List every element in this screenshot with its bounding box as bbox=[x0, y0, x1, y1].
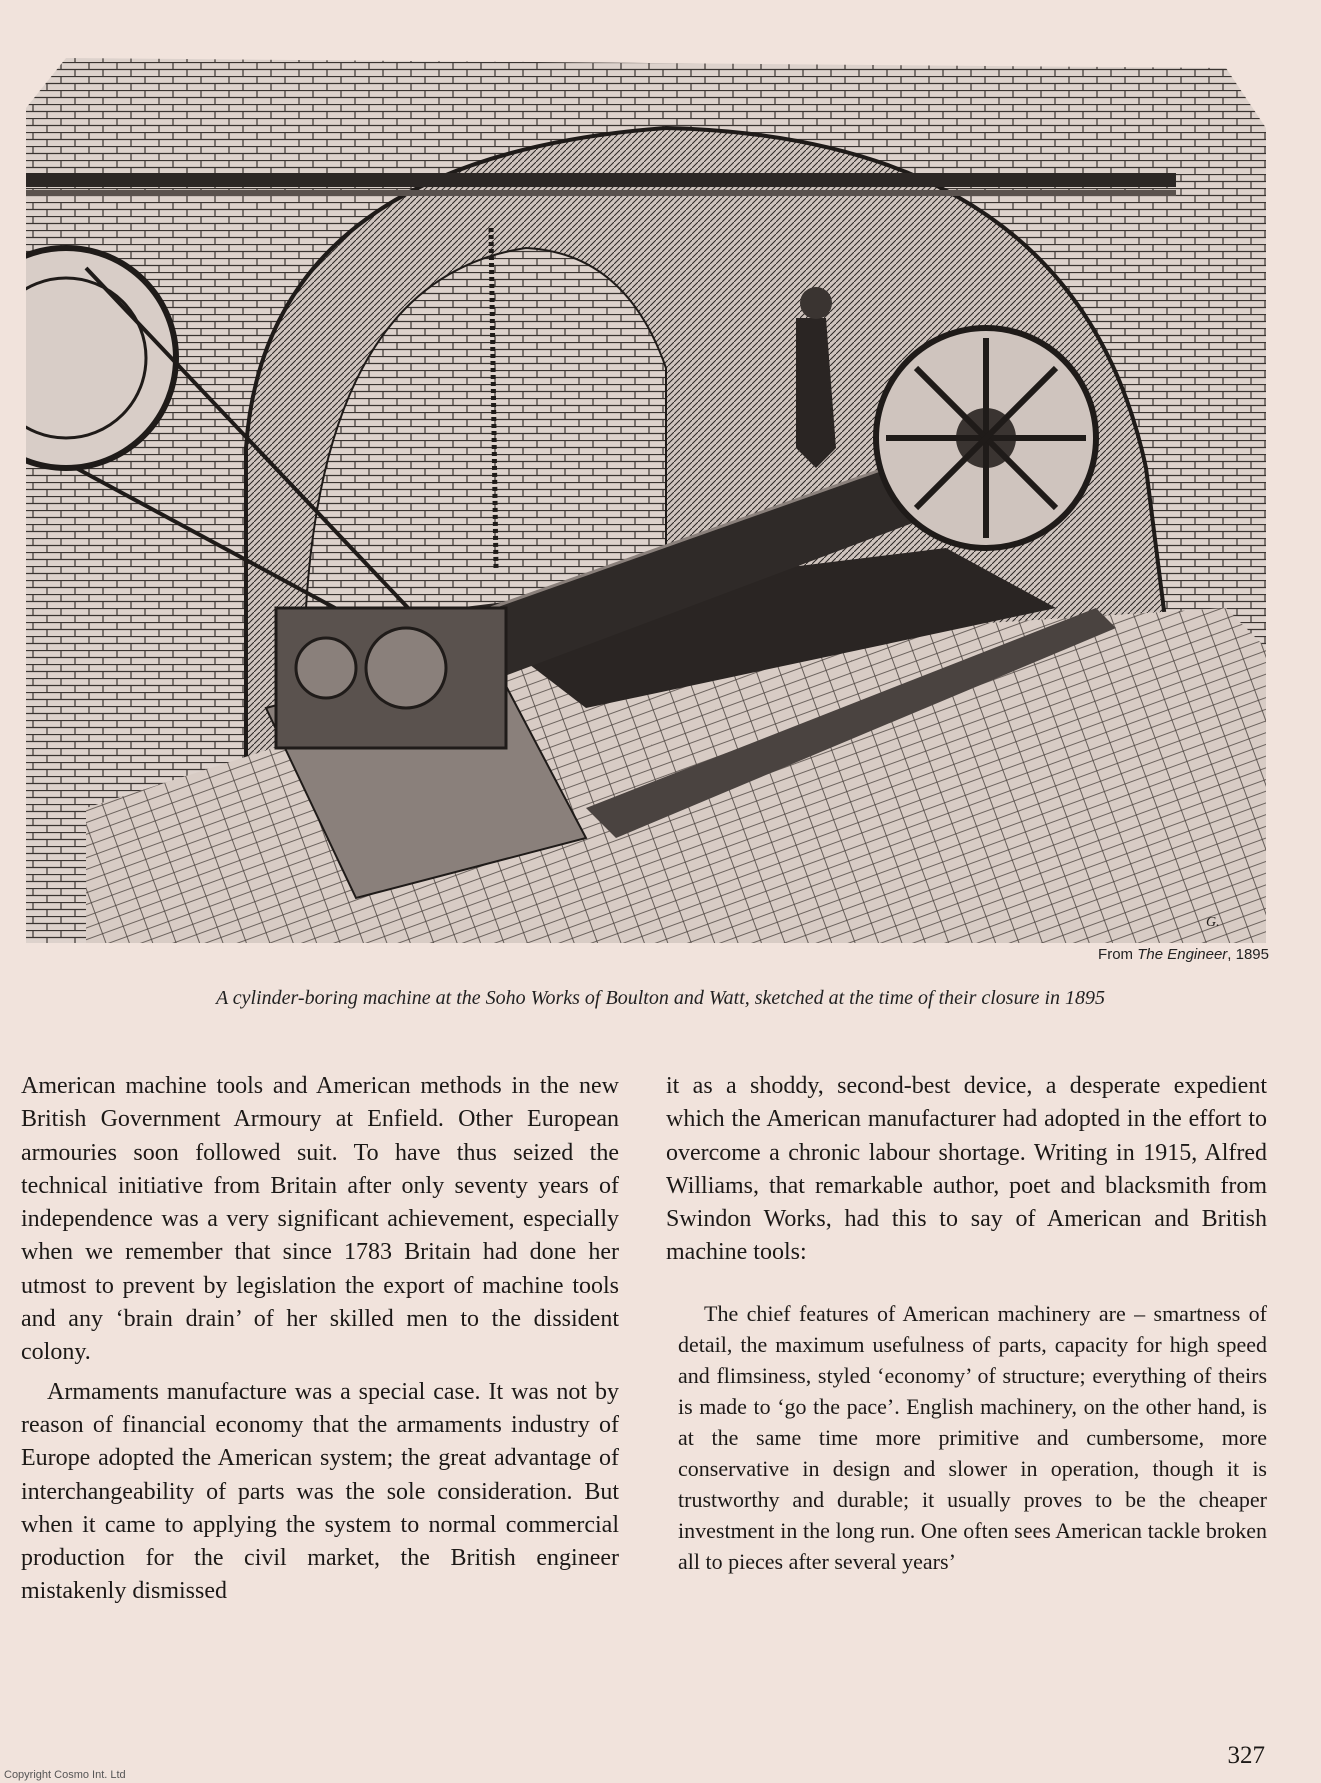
figure-credit: From The Engineer, 1895 bbox=[1098, 946, 1269, 963]
left-column bbox=[21, 1070, 619, 1609]
cylinder-boring-machine-illustration bbox=[26, 48, 1266, 943]
figure-caption: A cylinder-boring machine at the Soho Works of Boulton and Watt, sketched at the time of their closure in 1895 bbox=[215, 987, 1106, 1009]
left-paragraph-2: Armaments manufacture was a special case. It was not by reason of financial economy that the armaments industry of Europe adopted the American system; the great advantage of interchangeability of parts was the sole consideration. But when it came to applying the system to normal commercial production for the civil market, the British engineer mistakenly dismissed bbox=[21, 1378, 619, 1605]
artist-signature: G. bbox=[1206, 915, 1220, 930]
block-quote: The chief features of American machinery are – smartness of detail, the maximum usefulness of parts, capacity for high speed and flimsiness, styled ‘economy’ of structure; everything of theirs is made to ‘go the pace’. English machinery, on the other hand, is at the same time more primitive and cumbersome, more conservative in design and slower in operation, though it is trustworthy and durable; it usually proves to be the cheaper investment in the long run. One often sees American tackle broken all to pieces after several years’ bbox=[678, 1300, 1267, 1574]
page-number: 327 bbox=[1227, 1742, 1265, 1769]
right-column bbox=[666, 1070, 1267, 1577]
copyright-notice: Copyright Cosmo Int. Ltd bbox=[4, 1769, 126, 1781]
right-paragraph-1: it as a shoddy, second-best device, a desperate expedient which the American manufacturer had adopted in the effort to overcome a chronic labour shortage. Writing in 1915, Alfred Williams, that remarkable author, poet and blacksmith from Swindon Works, had this to say of American and British machine tools: bbox=[666, 1073, 1267, 1266]
left-paragraph-1: American machine tools and American methods in the new British Government Armoury at Enfield. Other European armouries soon followed suit. To have thus seized the technical initiative from Britain after only seventy years of independence was a very significant achievement, especially when we remember that since 1783 Britain had done her utmost to prevent by legislation the export of machine tools and any ‘brain drain’ of her skilled men to the dissident colony. bbox=[21, 1073, 619, 1366]
